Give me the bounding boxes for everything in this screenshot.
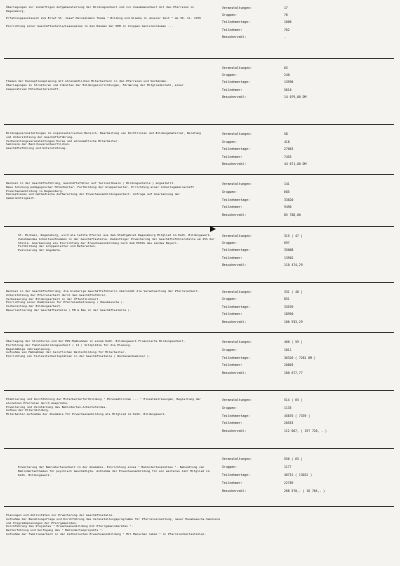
stat-label: Teilnehmertage: <box>222 147 250 152</box>
stat-row <box>222 181 392 189</box>
stat-value: 141 <box>284 182 290 186</box>
stat-label: Teilnehmertage: <box>222 355 250 360</box>
stat-value: 556 ( 65 ) <box>284 457 303 461</box>
stat-label: Veranstaltungen: <box>222 290 252 294</box>
stat-row <box>222 311 392 318</box>
stat-row <box>222 139 392 147</box>
report-section <box>4 452 394 507</box>
stat-row <box>222 347 392 355</box>
stat-row <box>222 154 392 162</box>
stat-row <box>222 146 392 154</box>
stat-row <box>222 471 392 479</box>
stat-label: Besucherzahl: <box>222 489 247 493</box>
section-stats <box>222 65 392 101</box>
stat-value: 45876 ( 7339 ) <box>284 413 311 418</box>
stat-label: Teilnehmer: <box>222 154 243 159</box>
stat-label: Teilnehmertage: <box>222 20 250 25</box>
stat-row <box>222 420 392 428</box>
stat-row <box>222 479 392 487</box>
stat-label: Besucherzahl: <box>222 94 247 99</box>
stat-value: 17 <box>284 6 288 10</box>
stat-label: Besucherzahl: <box>222 213 247 218</box>
stat-label: Veranstaltungen: <box>222 6 252 10</box>
stat-row <box>222 5 392 12</box>
stat-value: 110 474,29 <box>284 262 303 267</box>
stat-value: 514 ( 65 ) <box>284 398 303 402</box>
stat-row <box>222 19 392 26</box>
section-description: Wechsel in der Geschäftsführung; die bisherige Geschäftsführerin übernimmt die Verantwortung der Pfarreiarbeit. Unterstützung der Pfarreiarbeit durch den Geschäftsführer. Verbesserung der Bildungsarbeit in der Öffentlichkeit. Einrichtung einer Kommission für Pfarreienbetreuung ( Hausbesuche ). Vorbereitung der Bildungsarbeit. Neuorientierung der Geschäftsstelle ( EB & Bau in der Geschäftsstelle ). <box>6 289 200 312</box>
stat-row <box>222 94 392 101</box>
stat-value: 106 933,29 <box>284 319 303 324</box>
stat-label: Teilnehmer: <box>222 363 243 368</box>
stat-label: Gruppen: <box>222 139 237 144</box>
stat-row <box>222 255 392 262</box>
stat-value: 851 <box>284 297 290 302</box>
stat-label: Teilnehmertage: <box>222 473 250 477</box>
stat-value: 1006 <box>284 20 292 25</box>
report-section <box>4 336 394 391</box>
report-section <box>4 62 394 125</box>
stat-value: 685 <box>284 189 290 194</box>
stat-label: Teilnehmertage: <box>222 80 250 85</box>
stat-label: Besucherzahl: <box>222 162 247 167</box>
stat-row <box>222 247 392 254</box>
stat-label: Besucherzahl: <box>222 34 247 39</box>
stat-row <box>222 212 392 220</box>
stat-value: 85 788,00 <box>284 213 301 218</box>
stat-row <box>222 189 392 197</box>
stat-label: Teilnehmer: <box>222 421 243 426</box>
report-section <box>4 2 394 59</box>
report-section <box>4 128 394 175</box>
stat-row <box>222 233 392 240</box>
section-description: Etablierung und Durchführung der Mitarbeiterfortbildung " Ehrenamtlichen ... " Einzelbetreuungen, Begleitung der einzelnen Pfarreien durch Gespräche. Erweiterung und Verstärkung des Behinderten-Arbeitsfeldes. Aufbau der Elternbildung. Mitarbeiter-Aufnahme der Akademie für Erwachsenenbildung als Mitglied im Kath. Bildungswerk. <box>6 397 201 417</box>
stat-value: 268 570,- ( 18 764,- ) <box>284 489 325 493</box>
stat-value: 20803 <box>284 363 294 368</box>
stat-value: 1135 <box>284 405 292 410</box>
stat-label: Teilnehmertage: <box>222 304 250 309</box>
section-stats <box>222 233 392 269</box>
stat-row <box>222 27 392 34</box>
stat-row <box>222 428 392 436</box>
section-description: Themen der Konzeptionsplanung mit ehrenamtlichen Mitarbeitern in den Pfarreien und Verbänden. Überlegungen zu Strukturen und Inhalten der Bildungseinrichtungen, Förderung der Mitgliederzahl, einer kooperativen Mitarbeiterschaft. <box>6 79 184 91</box>
stat-row <box>222 413 392 421</box>
stat-value: 46751 ( 13022 ) <box>284 473 312 477</box>
stat-label: Besucherzahl: <box>222 319 247 324</box>
stat-label: Veranstaltungen: <box>222 132 252 136</box>
stat-label: Besucherzahl: <box>222 262 247 267</box>
stat-label: Teilnehmer: <box>222 312 243 317</box>
stat-row <box>222 65 392 72</box>
stat-label: Besucherzahl: <box>222 371 247 376</box>
stat-value: 240 <box>284 73 290 78</box>
stat-value: 100 677,77 <box>284 371 303 376</box>
stat-row <box>222 304 392 311</box>
section-stats <box>222 339 392 378</box>
stat-label: Veranstaltungen: <box>222 398 252 402</box>
stat-value: 44 671,00 DM <box>284 162 307 167</box>
stat-row <box>222 34 392 41</box>
stat-row <box>222 240 392 247</box>
stat-label: Gruppen: <box>222 73 237 78</box>
stat-label: Teilnehmer: <box>222 481 243 485</box>
stat-value: 76 <box>284 13 288 18</box>
stat-label: Teilnehmertage: <box>222 197 250 202</box>
stat-row <box>222 405 392 413</box>
stat-value: 36320 ( 7281 DM ) <box>284 355 316 360</box>
stat-value: 418 <box>284 139 290 144</box>
stat-value: 58 <box>284 132 288 136</box>
stat-label: Teilnehmer: <box>222 87 243 92</box>
stat-value: 35068 <box>284 248 294 253</box>
section-stats <box>222 289 392 326</box>
stat-row <box>222 487 392 495</box>
stat-row <box>222 87 392 94</box>
stat-value: 1011 <box>284 347 292 352</box>
stat-row <box>222 296 392 303</box>
report-section <box>4 510 394 562</box>
section-description: St. Michael, Regensburg, wird als letzte Pfarrei aus dem Stadtgebiet Regensburg Mitglied im Kath. Bildungswerk. Zunehmendes Arbeitsaufkommen in der Geschäftsstelle. Demzufolge: Erweiterung der Geschäftsführerstelle um 25% der Stelle. Anerkennung als Einrichtung der Erwachsenenbildung nach dem EbFöG des Landes Bayern. Fortbildung der Gruppenleiter und Referenten. Evaluierung der Angebote. <box>18 233 215 253</box>
stat-label: Veranstaltungen: <box>222 340 252 344</box>
stat-label: Veranstaltungen: <box>222 234 252 238</box>
stat-value: 20553 <box>284 421 294 426</box>
section-description: Überlegung der Strukturen und der EDV-Maßnahmen in einem Kath. Bildungswerk Finanzierte Bildungsarbeit. Einführung der Familienbildungsarbeit ( 14 ) Sitzplätze für die Planung. Regelmäßige Jahresplanung. Aufnahme von Maßnahmen der beruflichen Weiterbildung für Mitarbeiter. Einrichtung von Teilzeitarbeitsplätzen in der Geschäftsstelle ( Wochenendseminar ). <box>6 339 186 359</box>
stat-row <box>222 463 392 471</box>
stat-value: 1177 <box>284 465 292 469</box>
stat-row <box>222 131 392 139</box>
stat-row <box>222 397 392 405</box>
stat-label: Gruppen: <box>222 241 237 246</box>
report-section <box>4 178 394 227</box>
stat-label: Gruppen: <box>222 297 237 302</box>
stat-value: 65 <box>284 66 288 70</box>
stat-value: 331 ( 48 ) <box>284 290 303 294</box>
stat-label: Gruppen: <box>222 347 237 352</box>
stat-row <box>222 355 392 363</box>
stat-label: Veranstaltungen: <box>222 66 252 70</box>
report-section <box>4 230 394 283</box>
report-section <box>4 394 394 449</box>
stat-label: Teilnehmer: <box>222 255 243 260</box>
stat-label: Veranstaltungen: <box>222 457 252 461</box>
stat-row <box>222 204 392 212</box>
stat-row <box>222 455 392 463</box>
stat-value: 22789 <box>284 481 294 485</box>
section-stats <box>222 397 392 436</box>
section-stats <box>222 5 392 41</box>
arrow-icon <box>210 226 216 232</box>
stat-value: 33820 <box>284 197 294 202</box>
report-section <box>4 286 394 333</box>
stat-row <box>222 370 392 378</box>
stat-row <box>222 319 392 326</box>
stat-value: 315 ( 47 ) <box>284 234 303 238</box>
section-stats <box>222 131 392 169</box>
section-description: Bildungsveranstaltungen im organisatorischen Bereich. Bearbeitung von Richtlinien und Bildungsmaterial, Beratung und Unterstützung der Geschäftsführung. Vorbereitungsveranstaltungen Kurse und ehrenamtliche Mitarbeiter. Seminare der Bezirksverantwortlichen. Geschäftsführung und Unterstützung. <box>6 131 201 151</box>
stat-label: Teilnehmertage: <box>222 413 250 418</box>
stat-row <box>222 161 392 169</box>
section-description: Überlegungen zur zukünftigen Aufgabenstellung der Bildungsarbeit und zur Zusammenarbeit mit den Pfarreien in Regensburg. Erfahrungsaustausch zum Brief St. Josef Heinzelmann Thema " Bildung und Glaube in unserer Zeit " am 30. 11. 1976 Einrichtung einer Geschäftsstelle/Lesesaales in den Räumen der KEB in Gruppen-Seniorenräumen ... <box>6 5 201 28</box>
stat-label: Teilnehmertage: <box>222 248 250 253</box>
stat-value: 7455 <box>284 154 292 159</box>
stat-value: 14 079,00 DM <box>284 94 307 99</box>
stat-label: Gruppen: <box>222 405 237 410</box>
stat-value: - <box>284 34 286 39</box>
section-stats <box>222 181 392 220</box>
stat-label: Gruppen: <box>222 13 237 18</box>
stat-value: 13996 <box>284 80 294 85</box>
stat-value: 762 <box>284 27 290 32</box>
stat-value: 112 667, ( 197 726, - ) <box>284 429 327 434</box>
section-description: Planungen und Aktivitäten zur Erweiterung der Geschäftsstelle. Aufnahme der Bezahlungsfrage und Durchführung des Veranstaltungsprogramms für Pfarreiverwaltung, neuer Hausbesuchs-Seminare und Programmplanungen der Pfarrgemeinden. Durchführung des Projektes " Erwachsenenbildung mit Pfarrgemeinderäten ". Weiterführung und Verfügung des " Behindertenprojekts ". Aufnahme der Familienarbeit in der katholischen Erwachsenenbildung " Mit Menschen leben " in Pfarreiarbeitsstellen. <box>6 513 221 536</box>
stat-value: 18950 <box>284 312 294 317</box>
section-stats <box>222 455 392 495</box>
stat-value: 460 ( 59 ) <box>284 340 303 344</box>
stat-value: 9496 <box>284 205 292 210</box>
stat-row <box>222 289 392 296</box>
stat-label: Gruppen: <box>222 189 237 194</box>
stat-row <box>222 339 392 347</box>
stat-row <box>222 197 392 205</box>
stat-row <box>222 72 392 79</box>
stat-row <box>222 79 392 86</box>
stat-value: 13902 <box>284 255 294 260</box>
stat-value: 697 <box>284 241 290 246</box>
section-description: Erweiterung der Behindertenarbeit in der Akademie. Einrichtung eines " Behindertenplatzes ". Behandlung von Behindertenthemen für psychisch Geschädigte. Aufnahme der Erwachsenenbildung für ein weiteres Jahr Mitglied im Kath. Bildungswerk. <box>18 465 212 477</box>
section-description: Wechsel in der Geschäftsführung, Geschäftsführer auf Teilzeitbasis ( Bildungsstelle ) angestellt. Neue Schulung pädagogischer Mitarbeiter. Fortbildung der Gruppenleiter. Errichtung einer Arbeitsgemeinschaft Erwachsenenbildung in Regensburg. Konzeptionen und methodische Aufbereitung der Erwachsenenbildungsarbeit. Anfrage auf Anerkennung der Gemeinnützigkeit. <box>6 181 194 201</box>
stat-label: Gruppen: <box>222 465 237 469</box>
stat-value: 33539 <box>284 304 294 309</box>
stat-value: 27063 <box>284 147 294 152</box>
stat-label: Teilnehmer: <box>222 205 243 210</box>
stat-row <box>222 362 392 370</box>
stat-row <box>222 12 392 19</box>
stat-label: Teilnehmer: <box>222 27 243 32</box>
stat-value: 5616 <box>284 87 292 92</box>
stat-label: Besucherzahl: <box>222 429 247 434</box>
stat-row <box>222 262 392 269</box>
stat-label: Veranstaltungen: <box>222 182 252 186</box>
